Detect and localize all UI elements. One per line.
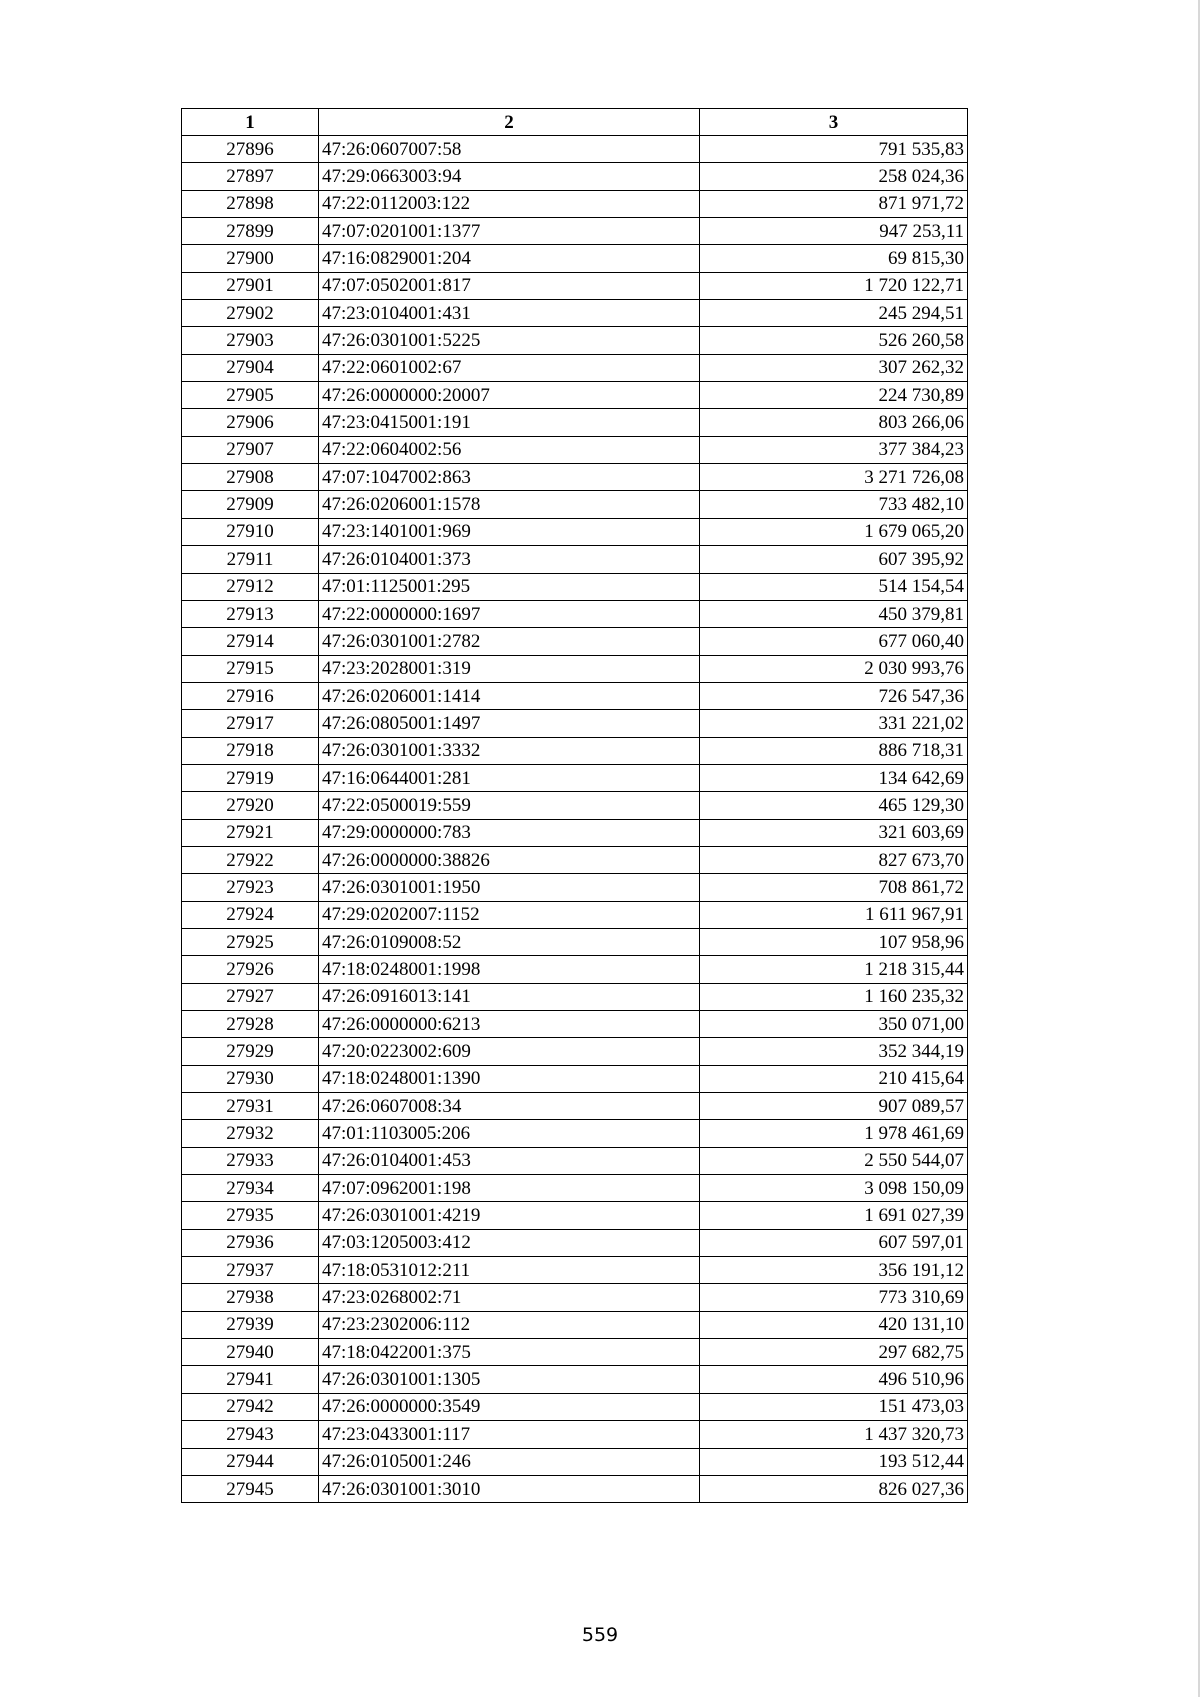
row-number-cell: 27941 [182,1366,319,1393]
table-header-row [182,109,968,136]
cadastral-number-cell: 47:26:0301001:3010 [319,1475,700,1502]
table-row [182,874,968,901]
table-row [182,901,968,928]
value-cell: 69 815,30 [700,245,968,272]
row-number-cell: 27922 [182,846,319,873]
value-cell: 907 089,57 [700,1093,968,1120]
value-cell: 826 027,36 [700,1475,968,1502]
table-row [182,382,968,409]
table-row [182,218,968,245]
row-number-cell: 27899 [182,218,319,245]
row-number-cell: 27907 [182,436,319,463]
value-cell: 1 437 320,73 [700,1421,968,1448]
row-number-cell: 27918 [182,737,319,764]
cadastral-number-cell: 47:26:0607008:34 [319,1093,700,1120]
row-number-cell: 27914 [182,628,319,655]
value-cell: 2 550 544,07 [700,1147,968,1174]
row-number-cell: 27929 [182,1038,319,1065]
row-number-cell: 27939 [182,1311,319,1338]
cadastral-number-cell: 47:18:0422001:375 [319,1339,700,1366]
row-number-cell: 27940 [182,1339,319,1366]
cadastral-number-cell: 47:18:0248001:1998 [319,956,700,983]
table-row [182,600,968,627]
cadastral-number-cell: 47:26:0109008:52 [319,928,700,955]
row-number-cell: 27919 [182,764,319,791]
table-row [182,1475,968,1502]
row-number-cell: 27911 [182,546,319,573]
cadastral-number-cell: 47:26:0105001:246 [319,1448,700,1475]
table-row [182,682,968,709]
cadastral-number-cell: 47:23:0104001:431 [319,300,700,327]
value-cell: 708 861,72 [700,874,968,901]
value-cell: 803 266,06 [700,409,968,436]
cadastral-number-cell: 47:22:0000000:1697 [319,600,700,627]
column-header-3: 3 [700,109,968,136]
cadastral-number-cell: 47:16:0644001:281 [319,764,700,791]
cadastral-number-cell: 47:29:0663003:94 [319,163,700,190]
value-cell: 773 310,69 [700,1284,968,1311]
table-row [182,1120,968,1147]
value-cell: 2 030 993,76 [700,655,968,682]
table-row [182,628,968,655]
table-row [182,354,968,381]
value-cell: 886 718,31 [700,737,968,764]
value-cell: 193 512,44 [700,1448,968,1475]
table-row [182,1038,968,1065]
cadastral-number-cell: 47:29:0202007:1152 [319,901,700,928]
value-cell: 3 271 726,08 [700,464,968,491]
value-cell: 307 262,32 [700,354,968,381]
table-row [182,163,968,190]
cadastral-number-cell: 47:26:0301001:1950 [319,874,700,901]
cadastral-number-cell: 47:26:0301001:5225 [319,327,700,354]
cadastral-number-cell: 47:23:2302006:112 [319,1311,700,1338]
cadastral-number-cell: 47:23:1401001:969 [319,518,700,545]
cadastral-number-cell: 47:23:0268002:71 [319,1284,700,1311]
table-row [182,1366,968,1393]
value-cell: 1 679 065,20 [700,518,968,545]
row-number-cell: 27902 [182,300,319,327]
value-cell: 377 384,23 [700,436,968,463]
row-number-cell: 27913 [182,600,319,627]
value-cell: 496 510,96 [700,1366,968,1393]
row-number-cell: 27945 [182,1475,319,1502]
table-row [182,983,968,1010]
table-row [182,300,968,327]
table-row [182,272,968,299]
cadastral-number-cell: 47:26:0301001:4219 [319,1202,700,1229]
page-number: 559 [581,1624,619,1646]
table-row [182,327,968,354]
cadastral-number-cell: 47:16:0829001:204 [319,245,700,272]
cadastral-number-cell: 47:18:0531012:211 [319,1257,700,1284]
cadastral-number-cell: 47:26:0607007:58 [319,136,700,163]
table-row [182,764,968,791]
row-number-cell: 27912 [182,573,319,600]
table-row [182,1393,968,1420]
value-cell: 1 611 967,91 [700,901,968,928]
row-number-cell: 27916 [182,682,319,709]
value-cell: 947 253,11 [700,218,968,245]
data-table [181,108,968,1503]
value-cell: 791 535,83 [700,136,968,163]
cadastral-number-cell: 47:26:0301001:2782 [319,628,700,655]
value-cell: 607 395,92 [700,546,968,573]
row-number-cell: 27915 [182,655,319,682]
cadastral-number-cell: 47:26:0000000:38826 [319,846,700,873]
value-cell: 450 379,81 [700,600,968,627]
table-row [182,1421,968,1448]
table-row [182,846,968,873]
table-body [182,136,968,1503]
cadastral-number-cell: 47:20:0223002:609 [319,1038,700,1065]
table-row [182,1229,968,1256]
row-number-cell: 27932 [182,1120,319,1147]
cadastral-number-cell: 47:26:0916013:141 [319,983,700,1010]
table-row [182,190,968,217]
cadastral-number-cell: 47:01:1103005:206 [319,1120,700,1147]
row-number-cell: 27933 [182,1147,319,1174]
row-number-cell: 27906 [182,409,319,436]
value-cell: 350 071,00 [700,1011,968,1038]
row-number-cell: 27900 [182,245,319,272]
table-row [182,409,968,436]
row-number-cell: 27935 [182,1202,319,1229]
cadastral-number-cell: 47:22:0500019:559 [319,792,700,819]
cadastral-number-cell: 47:26:0000000:20007 [319,382,700,409]
row-number-cell: 27910 [182,518,319,545]
table-row [182,518,968,545]
row-number-cell: 27928 [182,1011,319,1038]
table-row [182,1147,968,1174]
cadastral-number-cell: 47:22:0112003:122 [319,190,700,217]
cadastral-number-cell: 47:26:0104001:373 [319,546,700,573]
table-row [182,710,968,737]
row-number-cell: 27909 [182,491,319,518]
row-number-cell: 27938 [182,1284,319,1311]
row-number-cell: 27917 [182,710,319,737]
row-number-cell: 27923 [182,874,319,901]
table-row [182,1175,968,1202]
row-number-cell: 27897 [182,163,319,190]
table-row [182,819,968,846]
cadastral-number-cell: 47:23:0415001:191 [319,409,700,436]
value-cell: 607 597,01 [700,1229,968,1256]
value-cell: 514 154,54 [700,573,968,600]
value-cell: 420 131,10 [700,1311,968,1338]
table-row [182,1284,968,1311]
cadastral-number-cell: 47:07:0962001:198 [319,1175,700,1202]
table-row [182,245,968,272]
row-number-cell: 27920 [182,792,319,819]
value-cell: 1 978 461,69 [700,1120,968,1147]
table-row [182,1065,968,1092]
row-number-cell: 27908 [182,464,319,491]
value-cell: 134 642,69 [700,764,968,791]
row-number-cell: 27926 [182,956,319,983]
table-row [182,573,968,600]
row-number-cell: 27905 [182,382,319,409]
value-cell: 1 691 027,39 [700,1202,968,1229]
cadastral-number-cell: 47:01:1125001:295 [319,573,700,600]
row-number-cell: 27930 [182,1065,319,1092]
value-cell: 245 294,51 [700,300,968,327]
row-number-cell: 27924 [182,901,319,928]
cadastral-number-cell: 47:22:0604002:56 [319,436,700,463]
value-cell: 1 720 122,71 [700,272,968,299]
cadastral-number-cell: 47:07:1047002:863 [319,464,700,491]
table-row [182,136,968,163]
cadastral-number-cell: 47:26:0206001:1578 [319,491,700,518]
table-row [182,655,968,682]
row-number-cell: 27898 [182,190,319,217]
row-number-cell: 27936 [182,1229,319,1256]
cadastral-number-cell: 47:26:0805001:1497 [319,710,700,737]
row-number-cell: 27943 [182,1421,319,1448]
value-cell: 1 218 315,44 [700,956,968,983]
table-row [182,464,968,491]
cadastral-number-cell: 47:07:0201001:1377 [319,218,700,245]
table-row [182,1257,968,1284]
cadastral-number-cell: 47:26:0301001:1305 [319,1366,700,1393]
row-number-cell: 27903 [182,327,319,354]
cadastral-number-cell: 47:26:0301001:3332 [319,737,700,764]
row-number-cell: 27942 [182,1393,319,1420]
value-cell: 356 191,12 [700,1257,968,1284]
row-number-cell: 27904 [182,354,319,381]
value-cell: 871 971,72 [700,190,968,217]
row-number-cell: 27927 [182,983,319,1010]
value-cell: 352 344,19 [700,1038,968,1065]
table-row [182,1339,968,1366]
table-row [182,737,968,764]
table-row [182,546,968,573]
row-number-cell: 27937 [182,1257,319,1284]
cadastral-number-cell: 47:23:0433001:117 [319,1421,700,1448]
value-cell: 465 129,30 [700,792,968,819]
value-cell: 677 060,40 [700,628,968,655]
cadastral-number-cell: 47:26:0104001:453 [319,1147,700,1174]
value-cell: 107 958,96 [700,928,968,955]
value-cell: 827 673,70 [700,846,968,873]
row-number-cell: 27925 [182,928,319,955]
value-cell: 733 482,10 [700,491,968,518]
value-cell: 526 260,58 [700,327,968,354]
table-row [182,928,968,955]
cadastral-number-cell: 47:03:1205003:412 [319,1229,700,1256]
cadastral-number-cell: 47:26:0206001:1414 [319,682,700,709]
table-row [182,792,968,819]
value-cell: 331 221,02 [700,710,968,737]
table-row [182,1202,968,1229]
value-cell: 1 160 235,32 [700,983,968,1010]
cadastral-number-cell: 47:26:0000000:6213 [319,1011,700,1038]
cadastral-number-cell: 47:29:0000000:783 [319,819,700,846]
column-header-1: 1 [182,109,319,136]
cadastral-number-cell: 47:23:2028001:319 [319,655,700,682]
table-row [182,1311,968,1338]
table-row [182,1093,968,1120]
column-header-2: 2 [319,109,700,136]
table-row [182,956,968,983]
value-cell: 151 473,03 [700,1393,968,1420]
row-number-cell: 27934 [182,1175,319,1202]
cadastral-number-cell: 47:22:0601002:67 [319,354,700,381]
table-row [182,436,968,463]
cadastral-number-cell: 47:18:0248001:1390 [319,1065,700,1092]
row-number-cell: 27901 [182,272,319,299]
row-number-cell: 27921 [182,819,319,846]
value-cell: 726 547,36 [700,682,968,709]
table-row [182,1448,968,1475]
value-cell: 3 098 150,09 [700,1175,968,1202]
table-row [182,1011,968,1038]
row-number-cell: 27944 [182,1448,319,1475]
row-number-cell: 27931 [182,1093,319,1120]
value-cell: 224 730,89 [700,382,968,409]
cadastral-number-cell: 47:07:0502001:817 [319,272,700,299]
value-cell: 321 603,69 [700,819,968,846]
row-number-cell: 27896 [182,136,319,163]
value-cell: 258 024,36 [700,163,968,190]
cadastral-number-cell: 47:26:0000000:3549 [319,1393,700,1420]
value-cell: 297 682,75 [700,1339,968,1366]
value-cell: 210 415,64 [700,1065,968,1092]
table-row [182,491,968,518]
